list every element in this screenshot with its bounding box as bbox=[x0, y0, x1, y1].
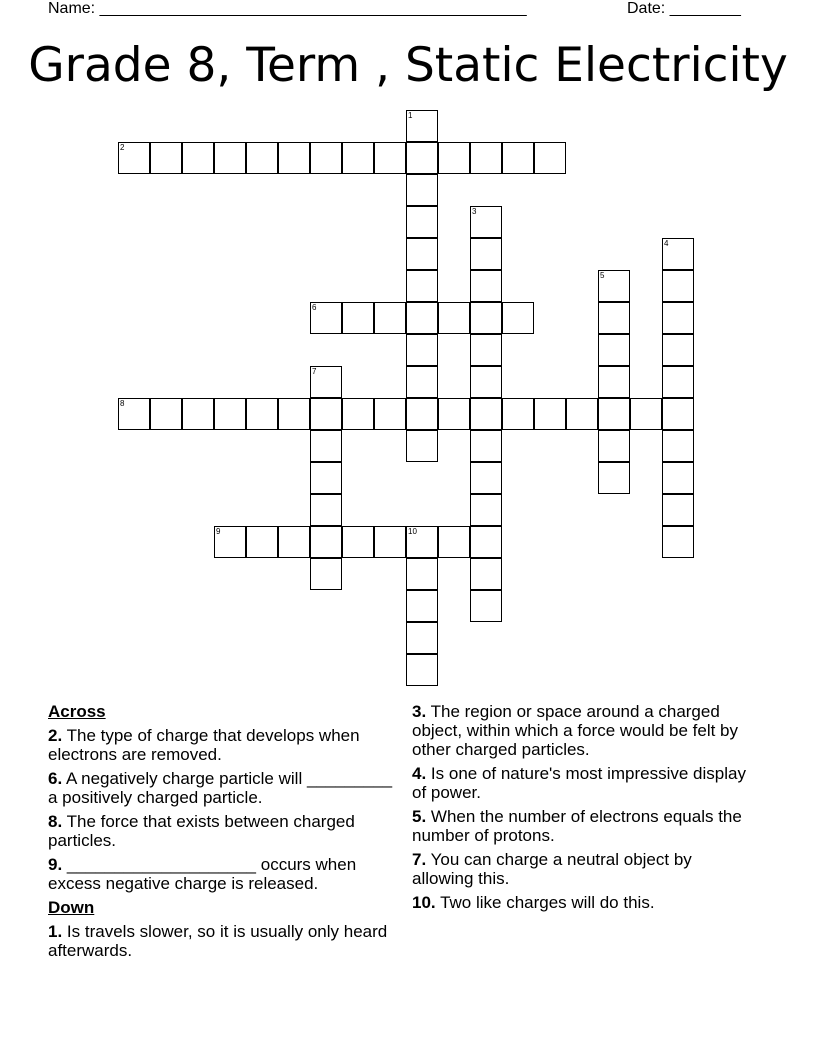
cell-number: 10 bbox=[408, 527, 417, 536]
crossword-cell[interactable] bbox=[470, 398, 502, 430]
crossword-cell[interactable] bbox=[214, 526, 246, 558]
across-clue bbox=[48, 812, 393, 850]
crossword-cell[interactable] bbox=[406, 110, 438, 142]
crossword-cell[interactable] bbox=[118, 142, 150, 174]
crossword-cell[interactable] bbox=[470, 142, 502, 174]
cell-number: 6 bbox=[312, 303, 317, 312]
crossword-cell[interactable] bbox=[406, 174, 438, 206]
across-clue bbox=[48, 769, 393, 807]
crossword-cell[interactable] bbox=[406, 238, 438, 270]
crossword-cell[interactable] bbox=[566, 398, 598, 430]
clue-number: 3. bbox=[412, 702, 427, 721]
crossword-cell[interactable] bbox=[246, 526, 278, 558]
crossword-cell[interactable] bbox=[406, 558, 438, 590]
clue-text: When the number of electrons equals the number of protons. bbox=[412, 807, 742, 845]
clue-number: 2. bbox=[48, 726, 63, 745]
cell-number: 9 bbox=[216, 527, 221, 536]
clue-text: Is travels slower, so it is usually only heard afterwards. bbox=[48, 922, 388, 960]
crossword-cell[interactable] bbox=[246, 142, 278, 174]
crossword-cell[interactable] bbox=[374, 526, 406, 558]
crossword-cell[interactable] bbox=[342, 398, 374, 430]
crossword-cell[interactable] bbox=[598, 430, 630, 462]
clue-text: Two like charges will do this. bbox=[440, 893, 655, 912]
crossword-cell[interactable] bbox=[406, 334, 438, 366]
crossword-cell[interactable] bbox=[406, 302, 438, 334]
clue-text: The region or space around a charged object, within which a force would be felt by other charged particles. bbox=[412, 702, 739, 759]
crossword-cell[interactable] bbox=[662, 302, 694, 334]
crossword-cell[interactable] bbox=[310, 526, 342, 558]
crossword-cell[interactable] bbox=[406, 654, 438, 686]
down-clue bbox=[412, 764, 757, 802]
crossword-cell[interactable] bbox=[470, 206, 502, 238]
crossword-cell[interactable] bbox=[662, 430, 694, 462]
crossword-cell[interactable] bbox=[406, 366, 438, 398]
crossword-cell[interactable] bbox=[438, 526, 470, 558]
crossword-cell[interactable] bbox=[342, 142, 374, 174]
crossword-cell[interactable] bbox=[470, 526, 502, 558]
crossword-cell[interactable] bbox=[662, 526, 694, 558]
crossword-cell[interactable] bbox=[374, 142, 406, 174]
clue-number: 1. bbox=[48, 922, 63, 941]
crossword-cell[interactable] bbox=[406, 526, 438, 558]
crossword-cell[interactable] bbox=[662, 270, 694, 302]
crossword-cell[interactable] bbox=[470, 366, 502, 398]
clue-number: 9. bbox=[48, 855, 63, 874]
crossword-cell[interactable] bbox=[246, 398, 278, 430]
cell-number: 7 bbox=[312, 367, 317, 376]
crossword-cell[interactable] bbox=[310, 558, 342, 590]
crossword-cell[interactable] bbox=[406, 270, 438, 302]
clue-number: 6. bbox=[48, 769, 63, 788]
crossword-cell[interactable] bbox=[214, 142, 246, 174]
clue-number: 10. bbox=[412, 893, 436, 912]
crossword-cell[interactable] bbox=[406, 398, 438, 430]
crossword-cell[interactable] bbox=[470, 590, 502, 622]
crossword-cell[interactable] bbox=[662, 238, 694, 270]
name-field-label: Name: ________________________________________________ bbox=[48, 0, 527, 17]
crossword-cell[interactable] bbox=[470, 430, 502, 462]
down-heading: Down bbox=[48, 898, 95, 917]
crossword-cell[interactable] bbox=[278, 142, 310, 174]
clue-text: A negatively charge particle will _________ a positively charged particle. bbox=[48, 769, 393, 807]
cell-number: 3 bbox=[472, 207, 477, 216]
crossword-cell[interactable] bbox=[598, 302, 630, 334]
crossword-cell[interactable] bbox=[470, 462, 502, 494]
down-clue bbox=[412, 850, 757, 888]
crossword-cell[interactable] bbox=[438, 302, 470, 334]
clue-text: ____________________ occurs when excess negative charge is released. bbox=[48, 855, 357, 893]
crossword-cell[interactable] bbox=[662, 334, 694, 366]
clue-text: Is one of nature's most impressive display of power. bbox=[412, 764, 746, 802]
crossword-cell[interactable] bbox=[662, 398, 694, 430]
cell-number: 2 bbox=[120, 143, 125, 152]
crossword-cell[interactable] bbox=[214, 398, 246, 430]
clue-text: The type of charge that develops when electrons are removed. bbox=[48, 726, 360, 764]
crossword-cell[interactable] bbox=[406, 590, 438, 622]
crossword-cell[interactable] bbox=[342, 526, 374, 558]
crossword-cell[interactable] bbox=[534, 142, 566, 174]
clue-number: 4. bbox=[412, 764, 427, 783]
crossword-cell[interactable] bbox=[374, 302, 406, 334]
clue-number: 8. bbox=[48, 812, 63, 831]
crossword-cell[interactable] bbox=[470, 270, 502, 302]
crossword-cell[interactable] bbox=[598, 270, 630, 302]
crossword-cell[interactable] bbox=[310, 462, 342, 494]
across-heading: Across bbox=[48, 702, 106, 721]
clue-number: 5. bbox=[412, 807, 427, 826]
crossword-cell[interactable] bbox=[662, 462, 694, 494]
crossword-cell[interactable] bbox=[310, 366, 342, 398]
clues-left-column bbox=[48, 702, 393, 965]
crossword-cell[interactable] bbox=[470, 302, 502, 334]
clues-right-column bbox=[412, 702, 757, 917]
crossword-cell[interactable] bbox=[374, 398, 406, 430]
crossword-cell[interactable] bbox=[470, 558, 502, 590]
clue-number: 7. bbox=[412, 850, 427, 869]
crossword-cell[interactable] bbox=[662, 366, 694, 398]
crossword-cell[interactable] bbox=[598, 366, 630, 398]
crossword-cell[interactable] bbox=[502, 302, 534, 334]
crossword-cell[interactable] bbox=[406, 622, 438, 654]
clue-text: The force that exists between charged particles. bbox=[48, 812, 355, 850]
clue-text: You can charge a neutral object by allowing this. bbox=[412, 850, 692, 888]
crossword-cell[interactable] bbox=[630, 398, 662, 430]
crossword-cell[interactable] bbox=[182, 142, 214, 174]
down-clue bbox=[412, 807, 757, 845]
crossword-cell[interactable] bbox=[310, 430, 342, 462]
down-clue bbox=[412, 893, 757, 912]
crossword-cell[interactable] bbox=[278, 526, 310, 558]
crossword-cell[interactable] bbox=[310, 302, 342, 334]
down-clue bbox=[412, 702, 757, 759]
crossword-cell[interactable] bbox=[662, 494, 694, 526]
cell-number: 8 bbox=[120, 399, 125, 408]
cell-number: 4 bbox=[664, 239, 669, 248]
crossword-cell[interactable] bbox=[598, 398, 630, 430]
crossword-cell[interactable] bbox=[150, 142, 182, 174]
crossword-cell[interactable] bbox=[182, 398, 214, 430]
crossword-cell[interactable] bbox=[118, 398, 150, 430]
crossword-cell[interactable] bbox=[406, 206, 438, 238]
across-clue bbox=[48, 726, 393, 764]
crossword-cell[interactable] bbox=[310, 142, 342, 174]
crossword-cell[interactable] bbox=[406, 430, 438, 462]
crossword-cell[interactable] bbox=[502, 142, 534, 174]
page-title: Grade 8, Term , Static Electricity bbox=[28, 38, 788, 93]
crossword-cell[interactable] bbox=[470, 494, 502, 526]
crossword-cell[interactable] bbox=[278, 398, 310, 430]
crossword-cell[interactable] bbox=[470, 238, 502, 270]
crossword-cell[interactable] bbox=[598, 334, 630, 366]
crossword-cell[interactable] bbox=[150, 398, 182, 430]
crossword-cell[interactable] bbox=[438, 142, 470, 174]
crossword-cell[interactable] bbox=[342, 302, 374, 334]
crossword-cell[interactable] bbox=[502, 398, 534, 430]
crossword-cell[interactable] bbox=[598, 462, 630, 494]
crossword-cell[interactable] bbox=[310, 494, 342, 526]
crossword-cell[interactable] bbox=[406, 142, 438, 174]
crossword-cell[interactable] bbox=[310, 398, 342, 430]
down-clue bbox=[48, 922, 393, 960]
cell-number: 1 bbox=[408, 111, 413, 120]
crossword-cell[interactable] bbox=[438, 398, 470, 430]
crossword-cell[interactable] bbox=[470, 334, 502, 366]
across-clue bbox=[48, 855, 393, 893]
cell-number: 5 bbox=[600, 271, 605, 280]
crossword-cell[interactable] bbox=[534, 398, 566, 430]
date-field-label: Date: ________ bbox=[627, 0, 741, 17]
